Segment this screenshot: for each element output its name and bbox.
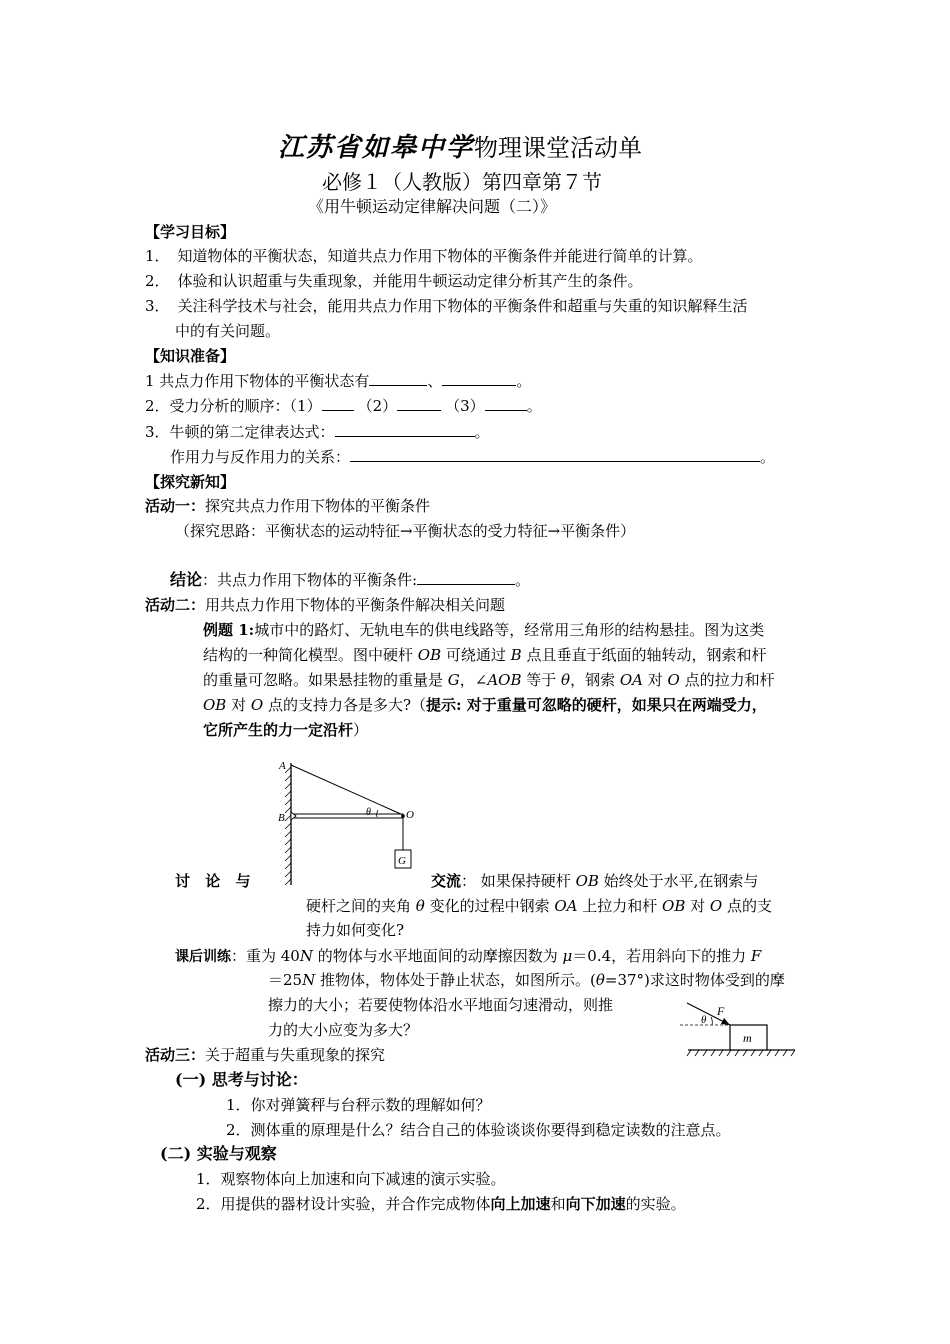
example-1-line-4: OB 对 O 点的支持力各是多大?（提示: 对于重量可忽略的硬杆，如果只在两端受力， xyxy=(203,696,767,714)
page-title: 物理课堂活动单 xyxy=(474,134,643,162)
explore-heading: 【探究新知】 xyxy=(145,473,236,491)
homework-line-3: 擦力的大小；若要使物体沿水平地面匀速滑动，则推 xyxy=(268,996,614,1014)
bracket-diagram xyxy=(270,755,420,890)
think-item-2: 2．测体重的原理是什么？结合自己的体验谈谈你要得到稳定读数的注意点。 xyxy=(226,1121,731,1139)
goal-item-2: 2． 体验和认识超重与失重现象，并能用牛顿运动定律分析其产生的条件。 xyxy=(145,272,643,290)
homework-line-2: ＝25N 推物体，物体处于静止状态，如图所示。(θ=37°)求这时物体受到的摩 xyxy=(268,971,785,989)
prep-heading: 【知识准备】 xyxy=(145,347,236,365)
discussion-line-2: 硬杆之间的夹角 θ 变化的过程中钢索 OA 上拉力和杆 OB 对 O 点的支 xyxy=(306,897,773,915)
section-experiment: (二) 实验与观察 xyxy=(160,1144,277,1163)
label-o: O xyxy=(406,809,414,821)
example-1-line-2: 结构的一种简化模型。图中硬杆 OB 可绕通过 B 点且垂直于纸面的轴转动，钢索和杆 xyxy=(203,646,767,664)
think-item-1: 1．你对弹簧秤与台秤示数的理解如何？ xyxy=(226,1096,491,1114)
header-title-line xyxy=(278,132,642,164)
activity-3: 活动三：关于超重与失重现象的探究 xyxy=(145,1046,386,1064)
example-1-line-3: 的重量可忽略。如果悬挂物的重量是 G，∠AOB 等于 θ，钢索 OA 对 O 点的拉力和杆 xyxy=(203,671,775,689)
label-f: F xyxy=(717,1004,725,1018)
goal-item-3: 3． 关注科学技术与社会，能用共点力作用下物体的平衡条件和超重与失重的知识解释生活 xyxy=(145,297,748,315)
example-1-line-1: 例题 1:城市中的路灯、无轨电车的供电线路等，经常用三角形的结构悬挂。图为这类 xyxy=(203,621,765,639)
school-logo: 江苏省如皋中学 xyxy=(278,133,475,163)
activity-1-note: （探究思路：平衡状态的运动特征→平衡状态的受力特征→平衡条件） xyxy=(175,522,636,540)
label-theta: θ xyxy=(366,807,371,818)
label-b: B xyxy=(278,812,285,824)
topic: 《用牛顿运动定律解决问题（二）》 xyxy=(308,197,557,216)
label-theta-2: θ xyxy=(701,1014,707,1026)
prep-q3: 3．牛顿的第二定律表达式： 。 xyxy=(145,423,490,441)
conclusion: 结论：共点力作用下物体的平衡条件: 。 xyxy=(170,570,531,589)
label-m: m xyxy=(743,1031,752,1045)
cable-oa xyxy=(291,765,403,815)
prep-q2: 2．受力分析的顺序：（1） （2） （3） 。 xyxy=(145,397,542,415)
prep-q1: 1 共点力作用下物体的平衡状态有 、 。 xyxy=(145,372,532,390)
block-force-diagram xyxy=(675,995,800,1058)
label-g: G xyxy=(398,855,406,867)
goal-item-3-cont: 中的有关问题。 xyxy=(175,322,281,340)
goal-item-1: 1． 知道物体的平衡状态，知道共点力作用下物体的平衡条件并能进行简单的计算。 xyxy=(145,247,703,265)
hinge-b xyxy=(291,812,296,820)
force-arrowhead xyxy=(721,1018,730,1025)
discussion-label-1: 讨 论 与 xyxy=(175,872,256,890)
discussion-line-1: 交流： 如果保持硬杆 OB 始终处于水平,在钢索与 xyxy=(431,872,759,890)
experiment-item-2: 2．用提供的器材设计实验，并合作完成物体向上加速和向下加速的实验。 xyxy=(196,1195,686,1213)
rod-ob xyxy=(294,814,403,818)
example-1-line-5: 它所产生的力一定沿杆） xyxy=(203,721,369,739)
discussion-line-3: 持力如何变化? xyxy=(306,921,405,939)
activity-1: 活动一：探究共点力作用下物体的平衡条件 xyxy=(145,497,431,515)
section-think-discuss: (一) 思考与讨论： xyxy=(175,1070,308,1089)
homework-line-1: 课后训练：重为 40N 的物体与水平地面间的动摩擦因数为 μ＝0.4，若用斜向下的推力 F xyxy=(175,947,762,965)
activity-2: 活动二：用共点力作用下物体的平衡条件解决相关问题 xyxy=(145,596,506,614)
experiment-item-1: 1．观察物体向上加速和向下减速的演示实验。 xyxy=(196,1170,506,1188)
subtitle: 必修１（人教版）第四章第７节 xyxy=(322,170,602,194)
goals-heading: 【学习目标】 xyxy=(145,223,236,241)
prep-q4: 作用力与反作用力的关系： 。 xyxy=(170,448,776,466)
homework-line-4: 力的大小应变为多大？ xyxy=(268,1021,419,1039)
label-a: A xyxy=(279,760,286,772)
